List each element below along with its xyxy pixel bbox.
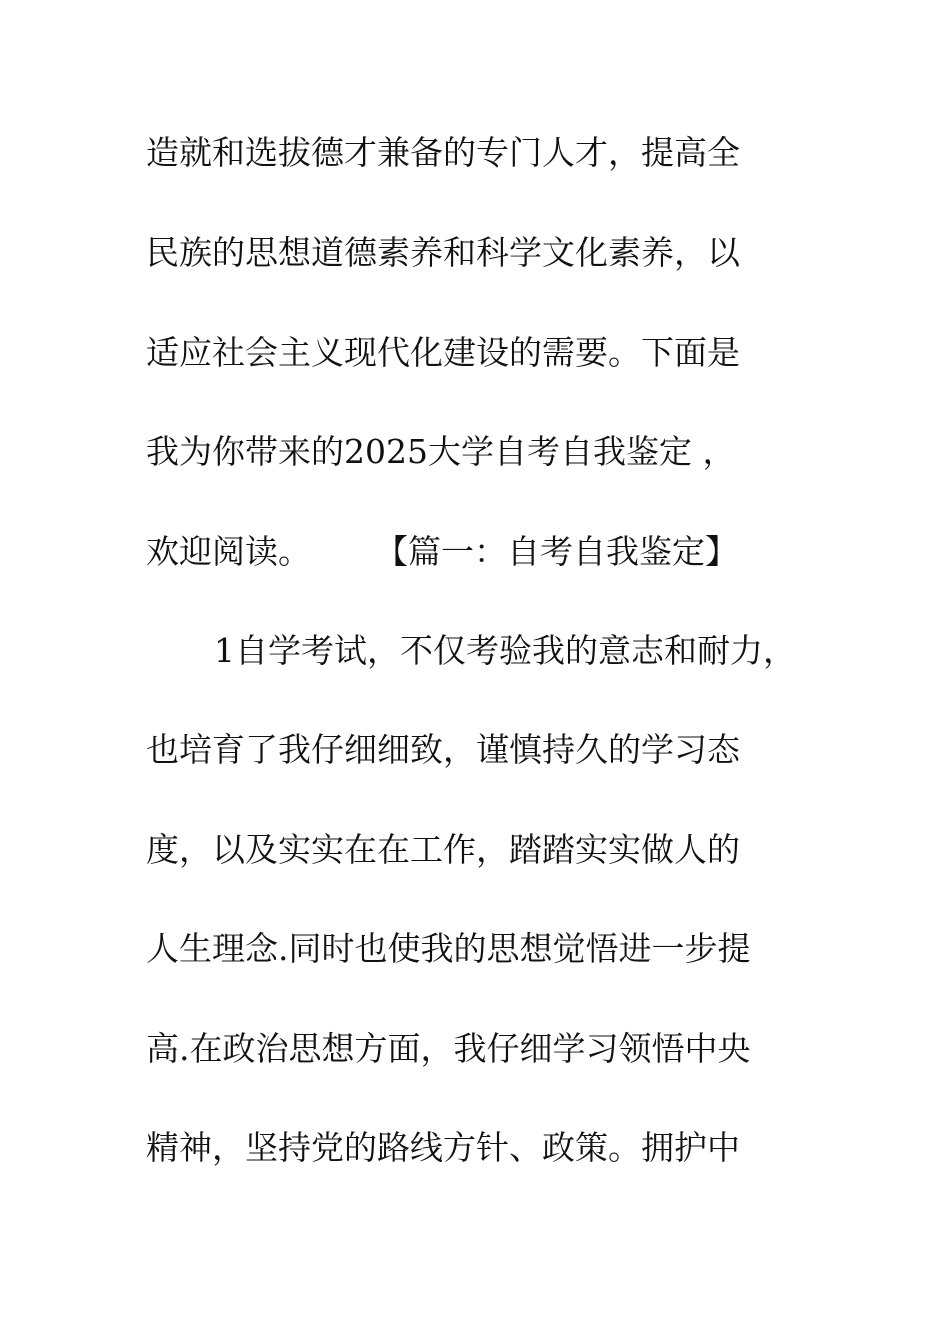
text-line: 精神，坚持党的路线方针、政策。拥护中 (146, 1128, 740, 1167)
paragraph-first-line: 1自学考试，不仅考验我的意志和耐力， (214, 631, 796, 670)
text-line: 适应社会主义现代化建设的需要。下面是 (146, 333, 740, 372)
text-line: 也培育了我仔细细致，谨慎持久的学习态 (146, 730, 740, 769)
text-line: 高.在政治思想方面，我仔细学习领悟中央 (146, 1029, 751, 1068)
text-line: 度，以及实实在在工作，踏踏实实做人的 (146, 830, 740, 869)
text-line-with-heading (146, 527, 738, 577)
text-line: 民族的思想道德素养和科学文化素养，以 (146, 233, 740, 272)
section-heading: 【篇一：自考自我鉴定】 (375, 532, 738, 571)
text-line: 造就和选拔德才兼备的专门人才，提高全 (146, 133, 740, 172)
text-line: 我为你带来的2025大学自考自我鉴定 ， (146, 432, 736, 471)
text-line: 欢迎阅读。 (146, 532, 311, 571)
text-line: 人生理念.同时也使我的思想觉悟进一步提 (146, 929, 751, 968)
